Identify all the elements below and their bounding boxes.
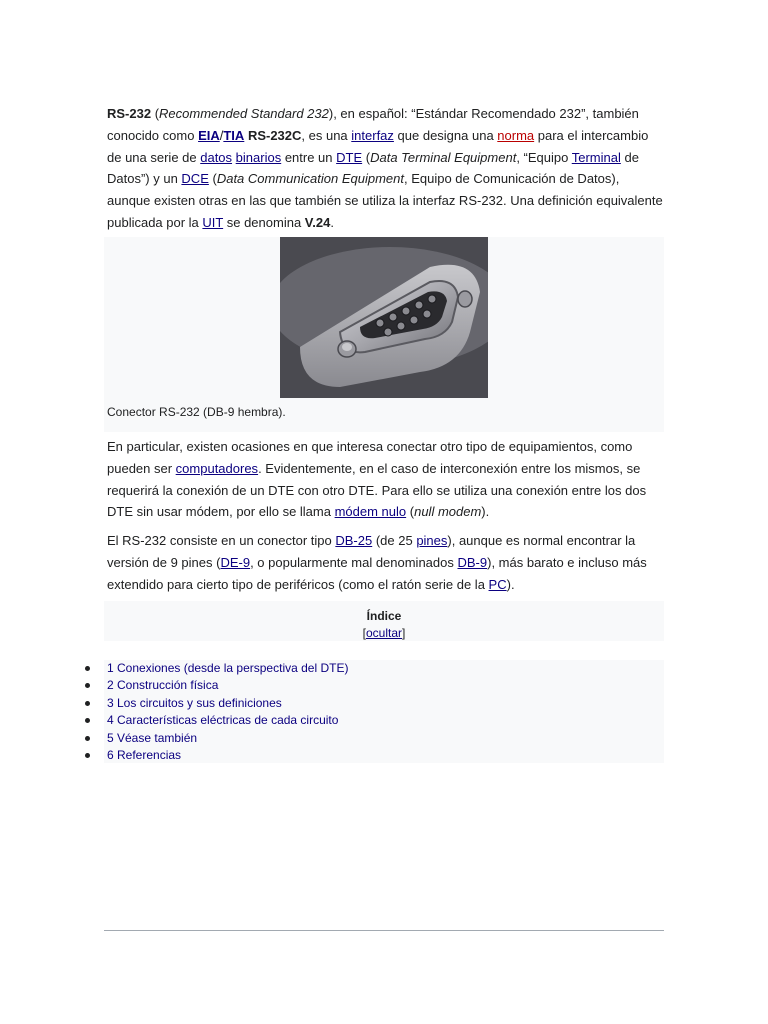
- toc-item: [104, 677, 664, 694]
- connector-photo[interactable]: [280, 237, 488, 398]
- link-interfaz[interactable]: interfaz: [351, 127, 394, 143]
- link-terminal[interactable]: Terminal: [571, 149, 621, 165]
- figure-connector: [104, 237, 664, 432]
- toc-item: [104, 747, 664, 764]
- toc-item: [104, 695, 664, 712]
- link-db9[interactable]: DB-9: [457, 554, 488, 570]
- link-datos[interactable]: datos: [200, 149, 233, 165]
- term-rs232: RS-232: [107, 106, 152, 121]
- toc-link-referencias[interactable]: 6 Referencias: [107, 747, 182, 762]
- link-tia[interactable]: TIA: [223, 127, 245, 143]
- db9-connector-image: [280, 237, 488, 398]
- paragraph-connectors: El RS-232 consiste en un conector tipo DB-25 (de 25 pines), aunque es normal encontrar la versión de 9 pines (DE-9, o popularmente mal denominados DB-9), más barato e incluso más extendido para cierto tipo de periféricos (como el ratón serie de la PC).: [107, 533, 647, 592]
- toc-header: [104, 601, 664, 641]
- toc-item: [104, 730, 664, 747]
- link-modem-nulo[interactable]: módem nulo: [334, 504, 407, 520]
- link-dte[interactable]: DTE: [336, 149, 363, 165]
- link-db25[interactable]: DB-25: [335, 533, 373, 548]
- term-rs232c: RS-232C: [247, 127, 302, 143]
- term-v24: V.24: [304, 214, 331, 230]
- toc-link-caracteristicas[interactable]: 4 Características eléctricas de cada circuito: [107, 713, 339, 728]
- toc-list: [104, 660, 664, 763]
- toc-hide-link[interactable]: ocultar: [365, 626, 403, 640]
- link-binarios[interactable]: binarios: [235, 149, 282, 165]
- link-uit[interactable]: UIT: [202, 214, 224, 230]
- link-eia[interactable]: EIA: [198, 127, 220, 143]
- link-norma[interactable]: norma: [497, 127, 535, 143]
- figure-caption: Conector RS-232 (DB-9 hembra).: [107, 405, 286, 419]
- toc-link-circuitos[interactable]: 3 Los circuitos y sus definiciones: [107, 695, 282, 710]
- footer-divider: [104, 930, 664, 931]
- toc-item: [104, 660, 664, 677]
- link-computadores[interactable]: computadores: [175, 460, 259, 476]
- intro-paragraph: RS-232 (Recommended Standard 232), en español: “Estándar Recomendado 232”, también conocido como EIA/TIA RS-232C, es una interfaz que designa una norma para el intercambio de una serie de datos binarios entre un DTE (Data Terminal Equipment, “Equipo Terminal de Datos”) y un DCE (Data Communication Equipment, Equipo de Comunicación de Datos), aunque existen otras en las que también se utiliza la interfaz RS-232. Una definición equivalente publicada por la UIT se denomina V.24.: [107, 106, 663, 230]
- toc-link-construccion[interactable]: 2 Construcción física: [107, 678, 219, 693]
- paragraph-null-modem: En particular, existen ocasiones en que interesa conectar otro tipo de equipamientos, como pueden ser computadores. Evidentemente, en el caso de interconexión entre los mismos, se requerirá la conexión de un DTE con otro DTE. Para ello se utiliza una conexión entre los dos DTE sin usar módem, por ello se llama módem nulo (null modem).: [107, 439, 647, 520]
- toc-title: Índice: [366, 609, 402, 623]
- toc-link-conexiones[interactable]: 1 Conexiones (desde la perspectiva del DTE): [107, 661, 349, 675]
- article-intro: [107, 103, 663, 234]
- link-pc[interactable]: PC: [488, 576, 507, 592]
- toc-toggle: [ocultar]: [362, 626, 406, 640]
- link-pines[interactable]: pines: [416, 533, 448, 548]
- link-dce[interactable]: DCE: [181, 171, 209, 187]
- link-de9[interactable]: DE-9: [220, 554, 251, 570]
- toc-link-vease[interactable]: 5 Véase también: [107, 730, 198, 745]
- toc-item: [104, 712, 664, 729]
